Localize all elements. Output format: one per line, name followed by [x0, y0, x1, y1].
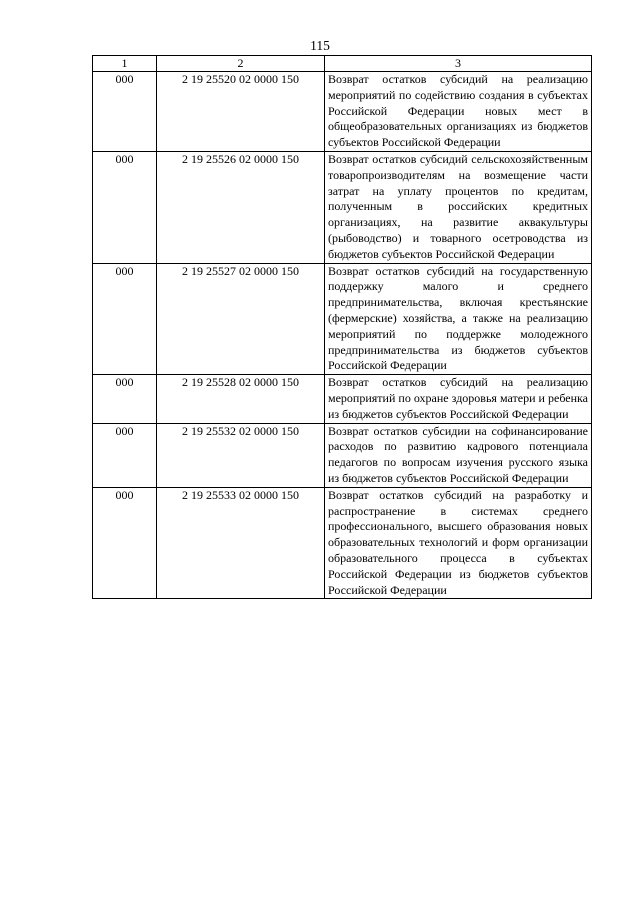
classification-code-cell: 2 19 25520 02 0000 150	[157, 72, 325, 152]
column-number-3: 3	[325, 56, 592, 72]
description-cell: Возврат остатков субсидий на государственную поддержку малого и среднего предпринимательства, включая крестьянские (фермерские) хозяйства, а также на реализацию мероприятий по поддержке молодежного предпринимательства из бюджетов субъектов Российской Федерации	[325, 263, 592, 375]
admin-code-cell: 000	[93, 151, 157, 263]
description-cell: Возврат остатков субсидий на реализацию мероприятий по содействию создания в субъектах Российской Федерации новых мест в общеобразовательных организациях из бюджетов субъектов Российской Федерации	[325, 72, 592, 152]
classification-code-cell: 2 19 25532 02 0000 150	[157, 423, 325, 487]
admin-code-cell: 000	[93, 423, 157, 487]
admin-code-cell: 000	[93, 487, 157, 599]
column-number-1: 1	[93, 56, 157, 72]
admin-code-cell: 000	[93, 72, 157, 152]
description-cell: Возврат остатков субсидий на разработку и распространение в системах среднего профессионального, высшего образования новых образовательных технологий и форм организации образовательного процесса в субъектах Российской Федерации из бюджетов субъектов Российской Федерации	[325, 487, 592, 599]
table-header-row	[93, 56, 592, 72]
column-number-2: 2	[157, 56, 325, 72]
admin-code-cell: 000	[93, 263, 157, 375]
budget-code-table	[92, 55, 592, 599]
classification-code-cell: 2 19 25533 02 0000 150	[157, 487, 325, 599]
description-cell: Возврат остатков субсидий сельскохозяйственным товаропроизводителям на возмещение части затрат на уплату процентов по кредитам, полученным в российских кредитных организациях, на развитие аквакультуры (рыбоводство) и товарного осетроводства из бюджетов субъектов Российской Федерации	[325, 151, 592, 263]
table-row	[93, 263, 592, 375]
classification-code-cell: 2 19 25526 02 0000 150	[157, 151, 325, 263]
description-cell: Возврат остатков субсидии на софинансирование расходов по развитию кадрового потенциала педагогов по вопросам изучения русского языка из бюджетов субъектов Российской Федерации	[325, 423, 592, 487]
table-row	[93, 151, 592, 263]
table-row	[93, 423, 592, 487]
classification-code-cell: 2 19 25528 02 0000 150	[157, 375, 325, 423]
page-number: 115	[310, 38, 330, 53]
description-cell: Возврат остатков субсидий на реализацию мероприятий по охране здоровья матери и ребенка из бюджетов субъектов Российской Федерации	[325, 375, 592, 423]
table-row	[93, 487, 592, 599]
table-row	[93, 72, 592, 152]
admin-code-cell: 000	[93, 375, 157, 423]
classification-code-cell: 2 19 25527 02 0000 150	[157, 263, 325, 375]
table-row	[93, 375, 592, 423]
